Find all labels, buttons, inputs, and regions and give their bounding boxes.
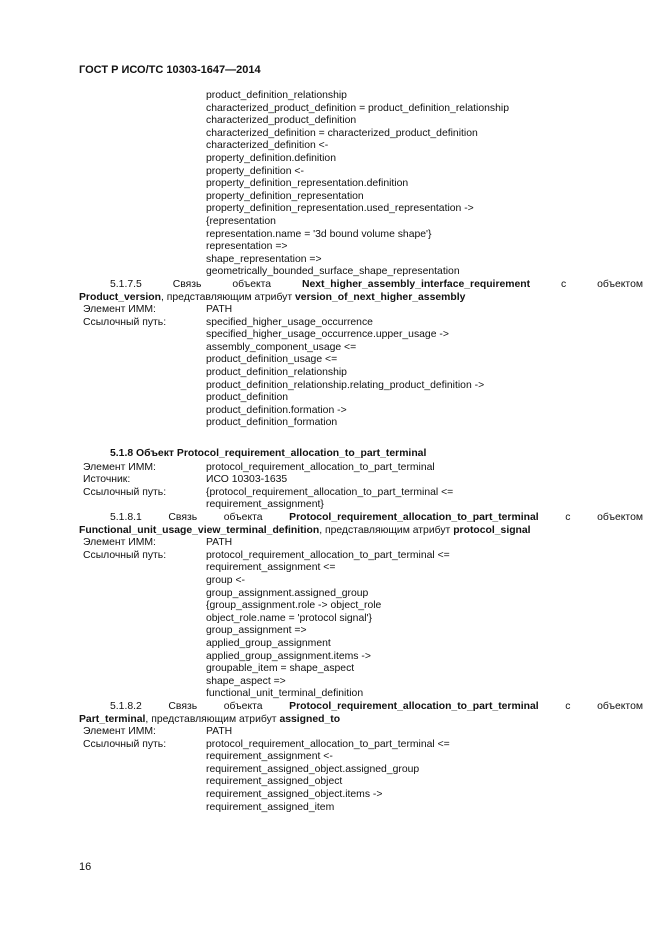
path-line: applied_group_assignment [206, 637, 331, 649]
path-line: product_definition_formation [206, 417, 338, 429]
element-row [79, 726, 643, 739]
clause-word: объекта [232, 278, 272, 290]
document-body [79, 90, 643, 814]
element-row [79, 304, 643, 317]
clause-heading-5-1-8-2 [79, 701, 643, 714]
path-line: {group_assignment.role -> object_role [206, 600, 382, 612]
path-line: characterized_product_definition = product_definition_relationship [206, 102, 509, 114]
path-line: specified_higher_usage_occurrence [206, 316, 373, 328]
ref-lines [206, 487, 453, 512]
path-line: requirement_assigned_item [206, 801, 335, 813]
clause-target: Product_version [79, 291, 161, 303]
element-label: Элемент ИММ: [83, 304, 156, 316]
element-value: PATH [206, 304, 233, 316]
path-line: group_assignment => [206, 625, 307, 637]
path-line: characterized_product_definition [206, 115, 357, 127]
clause-entity: Next_higher_assembly_interface_requirement [301, 278, 531, 290]
path-line: requirement_assignment} [206, 499, 324, 511]
clause-continuation-5-1-8-1 [79, 525, 643, 538]
clause-number: 5.1.8.1 [110, 512, 142, 523]
path-line: property_definition.definition [206, 152, 336, 164]
path-line: property_definition_representation.used_representation -> [206, 203, 474, 215]
path-line: property_definition <- [206, 165, 304, 177]
clause-word: объектом [597, 512, 643, 523]
element-label: Элемент ИММ: [83, 461, 156, 473]
clause-mid: , представляющим атрибут [319, 524, 454, 536]
element-row [79, 462, 643, 475]
ref-lines [206, 550, 450, 701]
clause-word: Связь [168, 700, 198, 712]
path-line: {protocol_requirement_allocation_to_part_terminal <= [206, 486, 454, 498]
path-line: product_definition_relationship [206, 90, 347, 101]
source-value: ИСО 10303-1635 [206, 474, 288, 486]
path-line: requirement_assignment <= [206, 562, 336, 574]
clause-word: с [565, 700, 571, 712]
path-line: geometrically_bounded_surface_shape_representation [206, 266, 460, 278]
ref-label: Ссылочный путь: [83, 316, 167, 328]
clause-entity: Protocol_requirement_allocation_to_part_terminal [289, 512, 539, 523]
source-row [79, 474, 643, 487]
clause-entity: Protocol_requirement_allocation_to_part_terminal [289, 700, 539, 712]
clause-number: 5.1.7.5 [110, 278, 142, 290]
path-line: assembly_component_usage <= [206, 341, 357, 353]
path-line: shape_representation => [206, 253, 322, 265]
ref-row [79, 487, 643, 512]
path-line: group_assignment.assigned_group [206, 587, 369, 599]
path-line: characterized_definition = characterized_product_definition [206, 127, 478, 139]
clause-continuation-5-1-7-5 [79, 292, 643, 305]
path-line: requirement_assignment <- [206, 751, 333, 763]
clause-attribute: version_of_next_higher_assembly [295, 291, 466, 303]
clause-word: объекта [223, 700, 263, 712]
path-line: group <- [206, 574, 245, 586]
clause-heading-5-1-7-5 [79, 279, 643, 292]
ref-lines [206, 317, 484, 430]
element-value: PATH [206, 537, 233, 549]
clause-word: объектом [597, 700, 643, 712]
clause-target: Part_terminal [79, 713, 146, 725]
path-line: property_definition_representation [206, 190, 364, 202]
clause-target: Functional_unit_usage_view_terminal_definition [79, 524, 320, 536]
source-label: Источник: [83, 474, 131, 486]
clause-word: Связь [172, 278, 202, 290]
ref-row [79, 550, 643, 701]
path-line: specified_higher_usage_occurrence.upper_usage -> [206, 329, 449, 341]
section-title-5-1-8: 5.1.8 Объект Protocol_requirement_allocation_to_part_terminal [110, 448, 427, 460]
path-line: groupable_item = shape_aspect [206, 663, 355, 675]
path-line: {representation [206, 215, 276, 227]
path-block-1 [79, 90, 643, 279]
path-line: object_role.name = 'protocol signal'} [206, 612, 372, 624]
element-value: protocol_requirement_allocation_to_part_terminal [206, 461, 435, 473]
clause-number: 5.1.8.2 [110, 700, 142, 712]
ref-row [79, 739, 643, 815]
element-value: PATH [206, 726, 233, 738]
clause-word: Связь [168, 512, 198, 523]
clause-continuation-5-1-8-2 [79, 714, 643, 727]
path-line: representation.name = '3d bound volume shape'} [206, 228, 432, 240]
clause-attribute: protocol_signal [453, 524, 531, 536]
ref-label: Ссылочный путь: [83, 549, 167, 561]
clause-mid: , представляющим атрибут [161, 291, 296, 303]
path-line: product_definition_relationship.relating_product_definition -> [206, 379, 485, 391]
path-line: requirement_assigned_object.assigned_group [206, 763, 420, 775]
clause-word: с [565, 512, 571, 523]
clause-word: объекта [223, 512, 263, 523]
path-line: characterized_definition <- [206, 140, 329, 152]
path-line: requirement_assigned_object [206, 776, 343, 788]
clause-heading-5-1-8-1 [79, 512, 643, 525]
element-label: Элемент ИММ: [83, 537, 156, 549]
element-row [79, 537, 643, 550]
path-line: protocol_requirement_allocation_to_part_terminal <= [206, 549, 450, 561]
path-line: requirement_assigned_object.items -> [206, 789, 383, 801]
ref-label: Ссылочный путь: [83, 738, 167, 750]
page-header: ГОСТ Р ИСО/ТС 10303-1647—2014 [79, 64, 261, 76]
path-line: product_definition [206, 392, 289, 404]
clause-word: объектом [597, 278, 643, 290]
path-line: protocol_requirement_allocation_to_part_terminal <= [206, 738, 450, 750]
clause-word: с [561, 278, 567, 290]
element-label: Элемент ИММ: [83, 726, 156, 738]
path-line: representation => [206, 241, 288, 253]
path-line: shape_aspect => [206, 675, 286, 687]
path-line: product_definition.formation -> [206, 404, 347, 416]
ref-label: Ссылочный путь: [83, 486, 167, 498]
path-line: product_definition_relationship [206, 367, 347, 379]
page-number: 16 [79, 861, 92, 873]
ref-lines [206, 739, 450, 815]
clause-attribute: assigned_to [279, 713, 341, 725]
path-line: functional_unit_terminal_definition [206, 688, 364, 700]
path-line: property_definition_representation.definition [206, 178, 409, 190]
path-line: product_definition_usage <= [206, 354, 338, 366]
ref-row [79, 317, 643, 430]
clause-mid: , представляющим атрибут [145, 713, 280, 725]
path-line: applied_group_assignment.items -> [206, 650, 371, 662]
